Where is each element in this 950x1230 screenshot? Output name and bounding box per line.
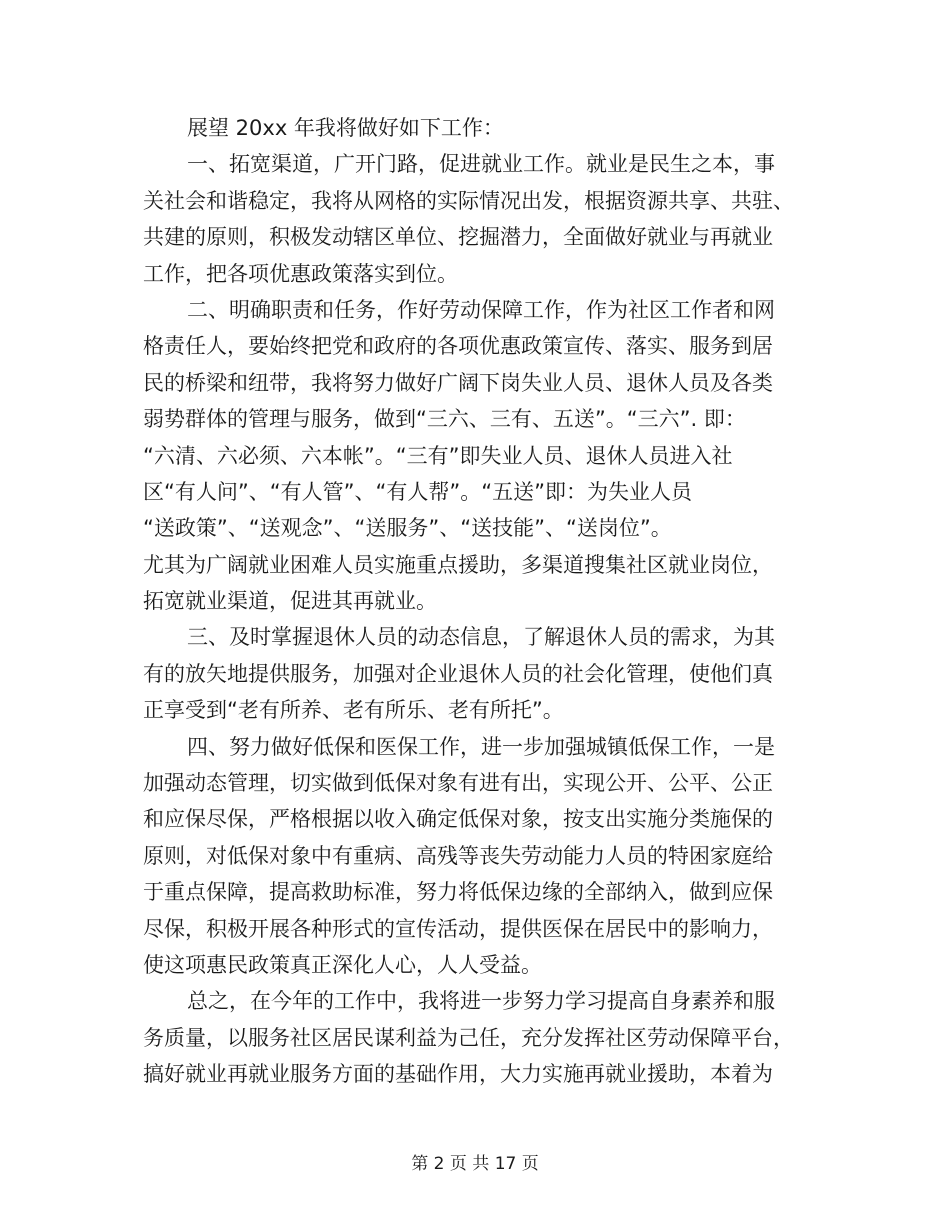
paragraph-1-line: 一、拓宽渠道，广开门路，促进就业工作。就业是民生之本，事 (187, 152, 775, 177)
paragraph-intro: 展望 20xx 年我将做好如下工作： (187, 116, 504, 140)
paragraph-5-line: 搞好就业再就业服务方面的基础作用，大力实施再就业援助，本着为 (143, 1062, 773, 1087)
paragraph-2-line: “六清、六必须、六本帐”。“三有”即失业人员、退休人员进入社 (143, 443, 733, 468)
paragraph-4-line: 四、努力做好低保和医保工作，进一步加强城镇低保工作，一是 (187, 734, 775, 759)
paragraph-4-line: 和应保尽保，严格根据以收入确定低保对象，按支出实施分类施保的 (143, 807, 773, 832)
paragraph-2-line: 尤其为广阔就业困难人员实施重点援助，多渠道搜集社区就业岗位， (143, 552, 773, 577)
paragraph-4-line: 尽保，积极开展各种形式的宣传活动，提供医保在居民中的影响力， (143, 916, 773, 941)
paragraph-2-line: 民的桥梁和纽带，我将努力做好广阔下岗失业人员、退休人员及各类 (143, 370, 773, 395)
paragraph-2-line: 区“有人问”、“有人管”、“有人帮”。“五送”即：为失业人员 (143, 479, 693, 504)
paragraph-3-line: 三、及时掌握退休人员的动态信息，了解退休人员的需求，为其 (187, 625, 775, 650)
paragraph-4-line: 加强动态管理，切实做到低保对象有进有出，实现公开、公平、公正 (143, 771, 773, 796)
page-number-footer: 第 2 页 共 17 页 (411, 1154, 539, 1174)
paragraph-1-line: 关社会和谐稳定，我将从网格的实际情况出发，根据资源共享、共驻、 (143, 188, 794, 213)
paragraph-2-line: 格责任人，要始终把党和政府的各项优惠政策宣传、落实、服务到居 (143, 334, 773, 359)
paragraph-3-line: 有的放矢地提供服务，加强对企业退休人员的社会化管理，使他们真 (143, 661, 773, 686)
paragraph-2-line: 二、明确职责和任务，作好劳动保障工作，作为社区工作者和网 (187, 297, 775, 322)
paragraph-3-line: 正享受到“老有所养、老有所乐、老有所托”。 (143, 698, 564, 723)
paragraph-1-line: 共建的原则，积极发动辖区单位、挖掘潜力，全面做好就业与再就业 (143, 225, 773, 250)
paragraph-5-line: 总之，在今年的工作中，我将进一步努力学习提高自身素养和服 (187, 989, 775, 1014)
paragraph-2-line: 弱势群体的管理与服务，做到“三六、三有、五送”。“三六”. 即： (143, 407, 746, 432)
paragraph-2-line: “送政策”、“送观念”、“送服务”、“送技能”、“送岗位”。 (143, 516, 672, 541)
paragraph-2-line: 拓宽就业渠道，促进其再就业。 (143, 589, 437, 614)
paragraph-5-line: 务质量，以服务社区居民谋利益为己任，充分发挥社区劳动保障平台， (143, 1025, 794, 1050)
paragraph-4-line: 使这项惠民政策真正深化人心，人人受益。 (143, 952, 542, 977)
paragraph-4-line: 于重点保障，提高救助标准，努力将低保边缘的全部纳入，做到应保 (143, 880, 773, 905)
document-body (143, 110, 813, 1093)
paragraph-1-line: 工作，把各项优惠政策落实到位。 (143, 261, 458, 286)
paragraph-4-line: 原则，对低保对象中有重病、高残等丧失劳动能力人员的特困家庭给 (143, 843, 773, 868)
